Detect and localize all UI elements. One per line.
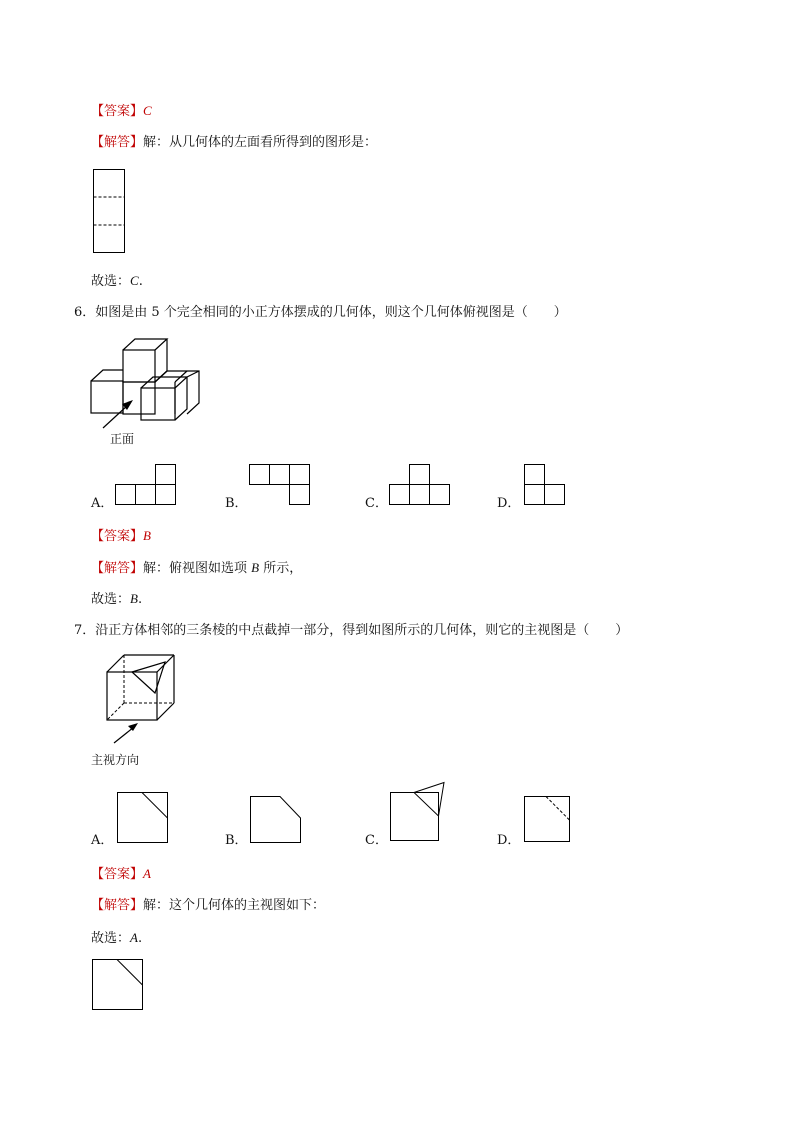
q6-question: 6．如图是由 5 个完全相同的小正方体摆成的几何体，则这个几何体俯视图是（ ） — [74, 305, 567, 320]
solution-pre: 解：俯视图如选项 — [143, 561, 252, 576]
answer-value: B — [143, 528, 151, 543]
q6-option-b-label: B． — [225, 496, 248, 511]
q5-left-view-figure — [93, 169, 125, 253]
q7-option-c-figure — [390, 782, 448, 844]
q7-answer-line — [91, 865, 151, 884]
q6-cubes-figure — [90, 338, 205, 448]
solution-text: 解：这个几何体的主视图如下： — [143, 898, 326, 913]
choose-value: A — [130, 930, 138, 945]
q7-option-b-label: B． — [225, 833, 248, 848]
choose-value: C — [130, 273, 139, 288]
q7-solution-line — [91, 897, 325, 915]
choose-suffix: . — [137, 592, 143, 607]
solution-post: 所示， — [259, 561, 303, 576]
q7-option-a-label: A． — [91, 833, 114, 848]
solution-tag: 【解答】 — [91, 135, 144, 150]
q7-option-d-label: D． — [497, 833, 521, 848]
view-direction-caption: 主视方向 — [91, 753, 140, 767]
q7-question: 7．沿正方体相邻的三条棱的中点截掉一部分，得到如图所示的几何体，则它的主视图是（ ） — [74, 623, 629, 638]
q6-option-a-label: A． — [91, 496, 114, 511]
choose-suffix: . — [138, 274, 143, 289]
q7-option-a-figure — [117, 792, 169, 844]
answer-tag: 【答案】 — [91, 867, 144, 882]
answer-tag: 【答案】 — [91, 104, 144, 119]
q6-option-a-figure — [115, 464, 177, 506]
solution-text: 解：从几何体的左面看所得到的图形是： — [143, 135, 378, 150]
solution-tag: 【解答】 — [91, 898, 144, 913]
q5-solution-line — [91, 134, 377, 152]
answer-value: A — [143, 866, 151, 881]
front-caption: 正面 — [110, 432, 135, 446]
choose-prefix: 故选： — [91, 931, 131, 946]
solution-tag: 【解答】 — [91, 561, 144, 576]
q5-choose-line — [91, 272, 143, 291]
q6-option-d-figure — [524, 464, 566, 506]
q7-main-view-figure — [92, 959, 144, 1011]
q6-option-d-label: D． — [497, 496, 521, 511]
q6-choose-line — [91, 590, 142, 609]
choose-suffix: . — [137, 931, 143, 946]
choose-value: B — [130, 591, 138, 606]
answer-tag: 【答案】 — [91, 529, 144, 544]
q6-solution-line — [91, 559, 302, 578]
q6-option-c-label: C． — [365, 496, 388, 511]
solution-var: B — [251, 560, 260, 575]
q7-view-arrow — [90, 652, 185, 747]
q6-option-b-figure — [249, 464, 311, 506]
q6-answer-line — [91, 527, 151, 546]
choose-prefix: 故选： — [91, 274, 131, 289]
q7-option-b-figure — [250, 796, 302, 844]
q5-answer-line — [91, 102, 152, 121]
q7-option-c-label: C． — [365, 833, 388, 848]
q6-option-c-figure — [389, 464, 451, 506]
q7-choose-line — [91, 929, 142, 948]
q7-option-d-figure — [524, 796, 572, 844]
choose-prefix: 故选： — [91, 592, 131, 607]
answer-value: C — [143, 103, 152, 118]
